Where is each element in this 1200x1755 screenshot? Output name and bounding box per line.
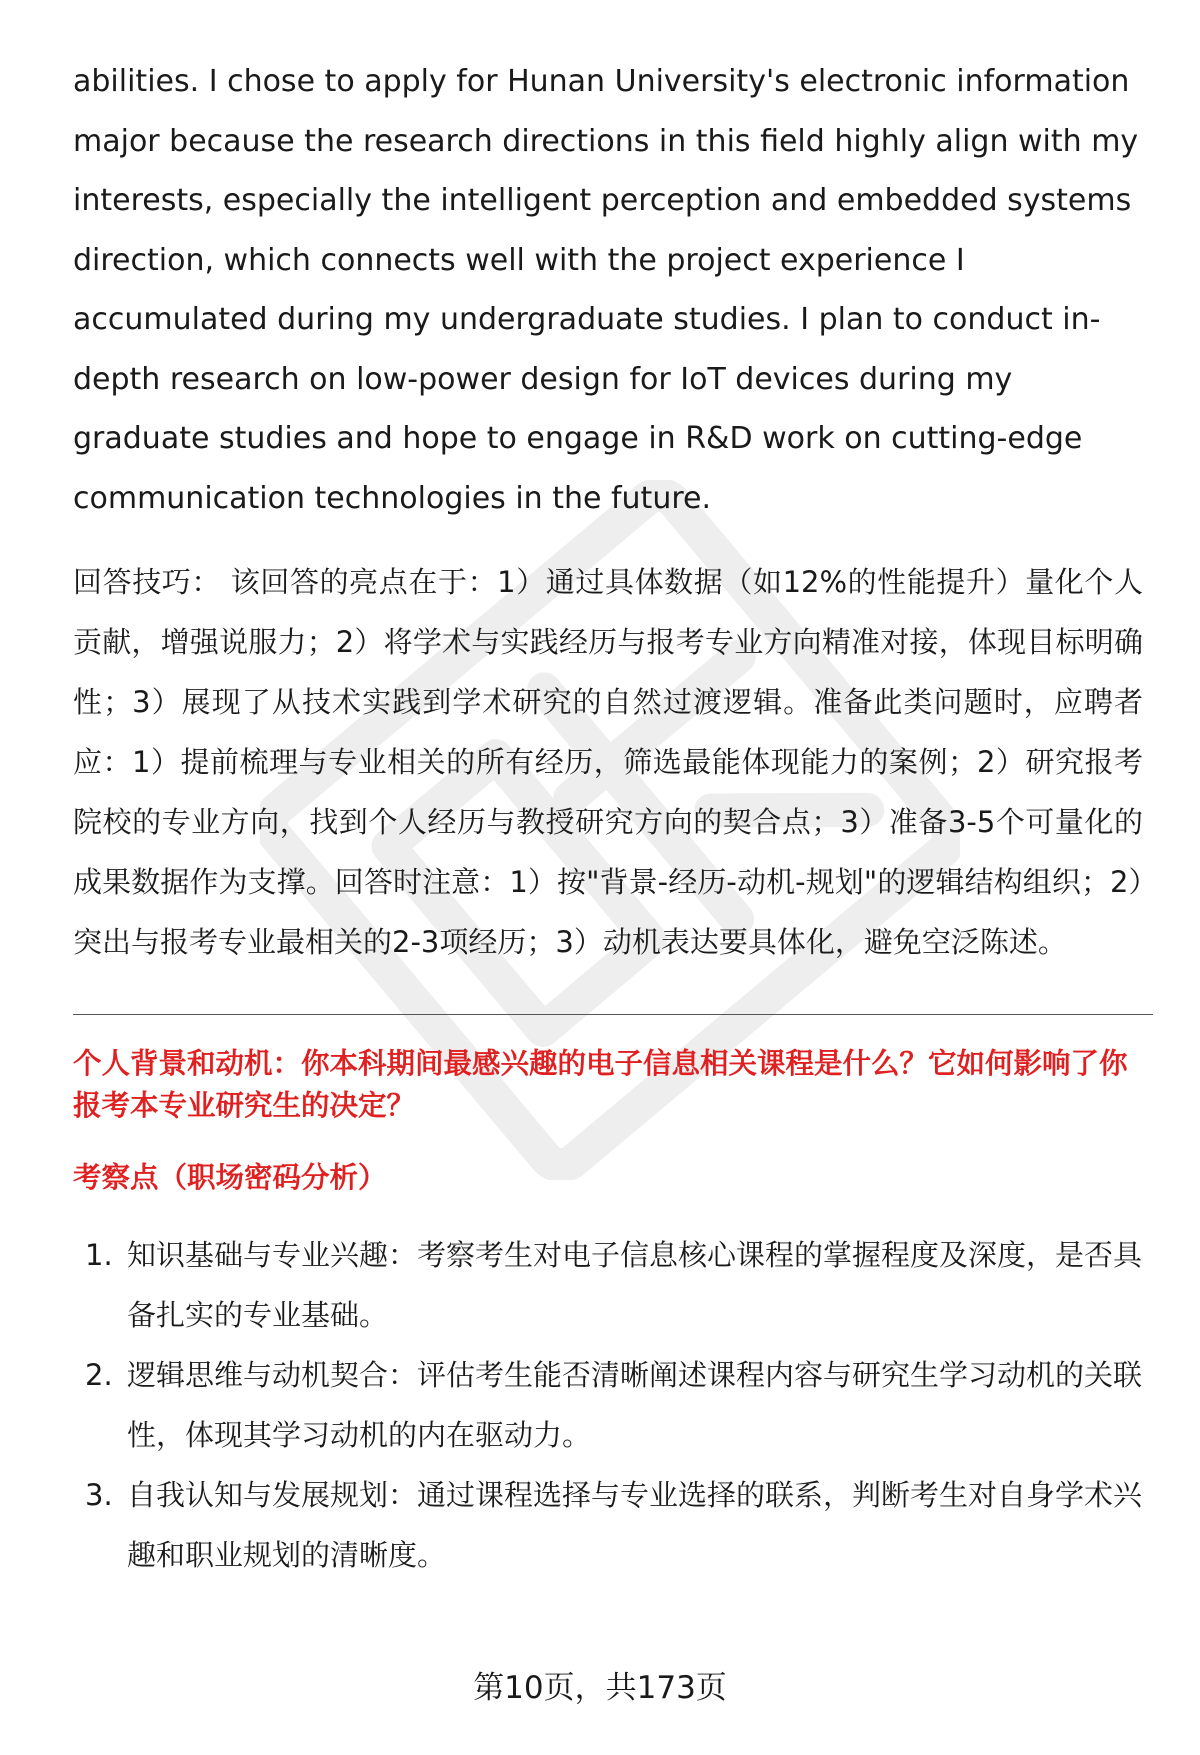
analysis-points-list [73, 1225, 1143, 1585]
intro-paragraph: abilities. I chose to apply for Hunan University's electronic information major because the research directions in this field highly align with my interests, especially the intelligent perception and embedded systems direction, which connects well with the project experience I accumulated during my undergraduate studies. I plan to conduct in-depth research on low-power design for IoT devices during my graduate studies and hope to engage in R&D work on cutting-edge communication technologies in the future. [73, 64, 1139, 516]
analysis-heading: 考察点（职场密码分析） [73, 1161, 387, 1194]
question-title: 个人背景和动机：你本科期间最感兴趣的电子信息相关课程是什么？它如何影响了你报考本专业研究生的决定？ [73, 1047, 1128, 1122]
list-item-number: 2. [85, 1358, 113, 1392]
answer-tip-paragraph: 回答技巧： 该回答的亮点在于：1）通过具体数据（如12%的性能提升）量化个人贡献，增强说服力；2）将学术与实践经历与报考专业方向精准对接，体现目标明确性；3）展现了从技术实践到学术研究的自然过渡逻辑。准备此类问题时，应聘者应：1）提前梳理与专业相关的所有经历，筛选最能体现能力的案例；2）研究报考院校的专业方向，找到个人经历与教授研究方向的契合点；3）准备3-5个可量化的成果数据作为支撑。回答时注意：1）按"背景-经历-动机-规划"的逻辑结构组织；2）突出与报考专业最相关的2-3项经历；3）动机表达要具体化，避免空泛陈述。 [73, 565, 1143, 959]
list-item-text: 知识基础与专业兴趣：考察考生对电子信息核心课程的掌握程度及深度，是否具备扎实的专业基础。 [127, 1238, 1143, 1332]
page-content [73, 52, 1143, 1585]
list-item [73, 1345, 1143, 1465]
list-item-text: 自我认知与发展规划：通过课程选择与专业选择的联系，判断考生对自身学术兴趣和职业规划的清晰度。 [127, 1478, 1143, 1572]
list-item-number: 3. [85, 1478, 113, 1512]
list-item-text: 逻辑思维与动机契合：评估考生能否清晰阐述课程内容与研究生学习动机的关联性，体现其学习动机的内在驱动力。 [127, 1358, 1143, 1452]
list-item [73, 1465, 1143, 1585]
list-item [73, 1225, 1143, 1345]
list-item-number: 1. [85, 1238, 113, 1272]
section-divider [73, 1014, 1153, 1015]
page-number: 第10页，共173页 [473, 1670, 727, 1706]
